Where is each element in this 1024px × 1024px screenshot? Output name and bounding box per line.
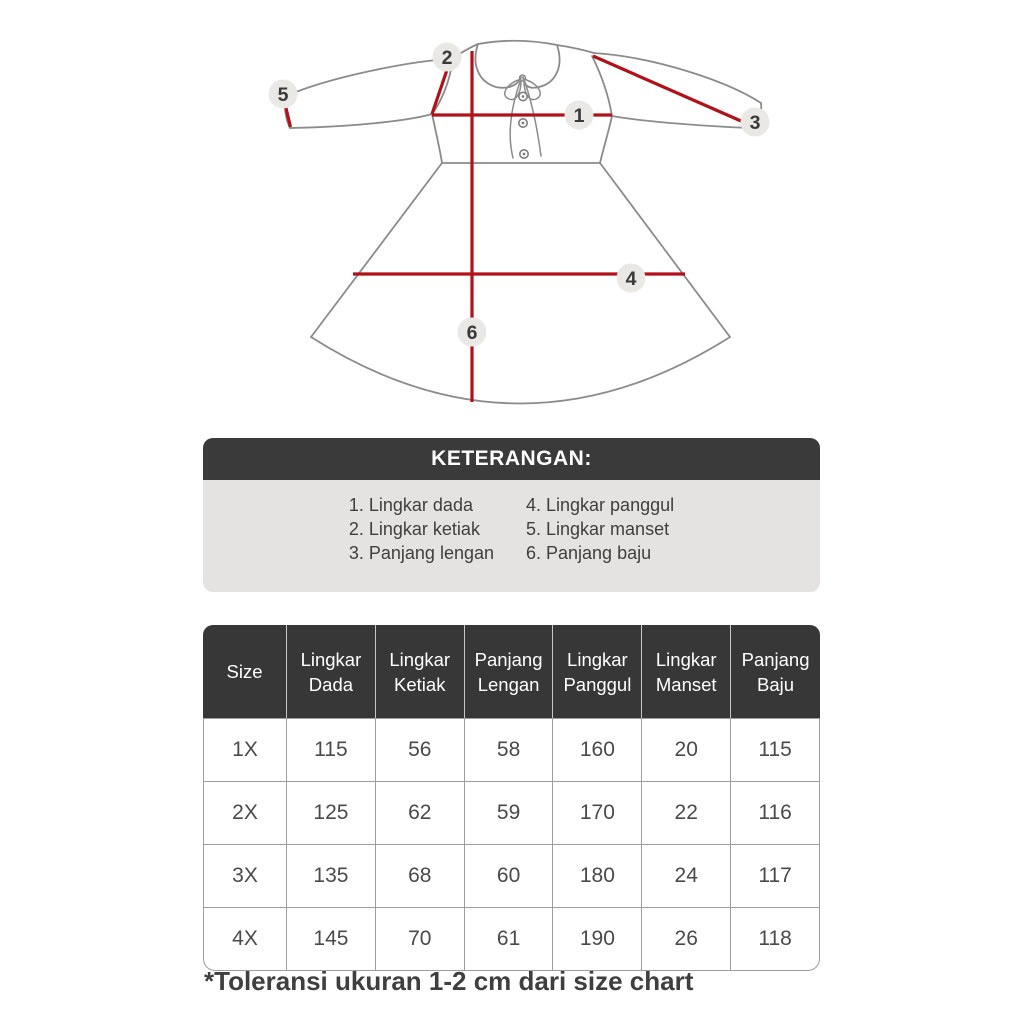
value-cell: 56 — [376, 718, 465, 782]
value-cell: 61 — [465, 908, 554, 971]
column-header: Lingkar Panggul — [553, 625, 642, 718]
value-cell: 22 — [642, 782, 731, 845]
legend-item: 2. Lingkar ketiak — [348, 519, 480, 539]
value-cell: 118 — [731, 908, 820, 971]
column-header: Lingkar Ketiak — [376, 625, 465, 718]
legend-item: 4. Lingkar panggul — [526, 495, 675, 515]
value-cell: 70 — [376, 908, 465, 971]
value-cell: 115 — [287, 718, 376, 782]
measurement-lines — [285, 51, 741, 402]
size-cell: 2X — [203, 782, 287, 845]
skirt-left-edge — [311, 163, 442, 337]
right-sleeve-top-edge — [594, 53, 761, 103]
value-cell: 60 — [465, 845, 554, 908]
buttons — [519, 92, 528, 158]
size-table-body — [203, 718, 820, 971]
measure-marker-3 — [741, 108, 770, 137]
legend-panel — [203, 438, 820, 592]
value-cell: 24 — [642, 845, 731, 908]
bodice-right-edge — [600, 116, 612, 163]
value-cell: 26 — [642, 908, 731, 971]
value-cell: 58 — [465, 718, 554, 782]
bow-tail-right — [525, 82, 541, 156]
measure-marker-6 — [458, 318, 487, 347]
value-cell: 62 — [376, 782, 465, 845]
left-sleeve-top-edge — [286, 59, 451, 96]
skirt-right-edge — [600, 163, 730, 337]
measure-marker-4 — [617, 264, 646, 293]
measure-marker-2 — [433, 43, 462, 72]
size-cell: 1X — [203, 718, 287, 782]
legend-item: 5. Lingkar manset — [526, 519, 670, 539]
size-table-header — [203, 625, 820, 718]
legend-column-left — [349, 493, 494, 565]
collar-top-edge — [478, 41, 557, 45]
column-header: Panjang Baju — [731, 625, 820, 718]
value-cell: 115 — [731, 718, 820, 782]
right-sleeve-bottom-edge — [612, 116, 750, 128]
value-cell: 20 — [642, 718, 731, 782]
legend-title: KETERANGAN: — [203, 438, 820, 480]
column-header: Lingkar Dada — [287, 625, 376, 718]
header-row — [203, 625, 820, 718]
column-header: Panjang Lengan — [465, 625, 554, 718]
measure-marker-1 — [565, 101, 594, 130]
value-cell: 125 — [287, 782, 376, 845]
value-cell: 160 — [553, 718, 642, 782]
left-sleeve-bottom-edge — [290, 114, 432, 128]
value-cell: 190 — [553, 908, 642, 971]
legend-item: 6. Panjang baju — [526, 543, 652, 563]
legend-item: 1. Lingkar dada — [348, 495, 473, 515]
size-cell: 3X — [203, 845, 287, 908]
bodice-left-edge — [432, 114, 442, 163]
value-cell: 117 — [731, 845, 820, 908]
tolerance-note: *Toleransi ukuran 1-2 cm dari size chart — [204, 966, 694, 996]
value-cell: 116 — [731, 782, 820, 845]
skirt-hem-curve — [311, 337, 730, 404]
svg-text:2: 2 — [441, 47, 453, 70]
legend-item: 3. Panjang lengan — [348, 543, 494, 563]
measurement-markers — [269, 43, 770, 347]
value-cell: 180 — [553, 845, 642, 908]
dress-outline — [285, 41, 761, 404]
svg-text:4: 4 — [625, 268, 637, 291]
column-header: Lingkar Manset — [642, 625, 731, 718]
right-armhole-curve — [592, 56, 612, 116]
value-cell: 59 — [465, 782, 554, 845]
value-cell: 145 — [287, 908, 376, 971]
table-row — [203, 718, 820, 782]
svg-text:6: 6 — [466, 322, 478, 345]
value-cell: 170 — [553, 782, 642, 845]
svg-text:1: 1 — [573, 105, 585, 128]
table-row — [203, 782, 820, 845]
svg-text:5: 5 — [277, 84, 289, 107]
table-row — [203, 908, 820, 971]
column-header: Size — [203, 625, 287, 718]
value-cell: 135 — [287, 845, 376, 908]
value-cell: 68 — [376, 845, 465, 908]
legend-body — [203, 480, 820, 565]
right-shoulder-seam — [557, 45, 594, 53]
svg-text:3: 3 — [749, 112, 761, 135]
measure-marker-5 — [269, 80, 298, 109]
size-cell: 4X — [203, 908, 287, 971]
dress-measurement-diagram — [0, 0, 1024, 430]
table-row — [203, 845, 820, 908]
legend-column-right — [526, 493, 674, 565]
size-table — [203, 625, 820, 971]
